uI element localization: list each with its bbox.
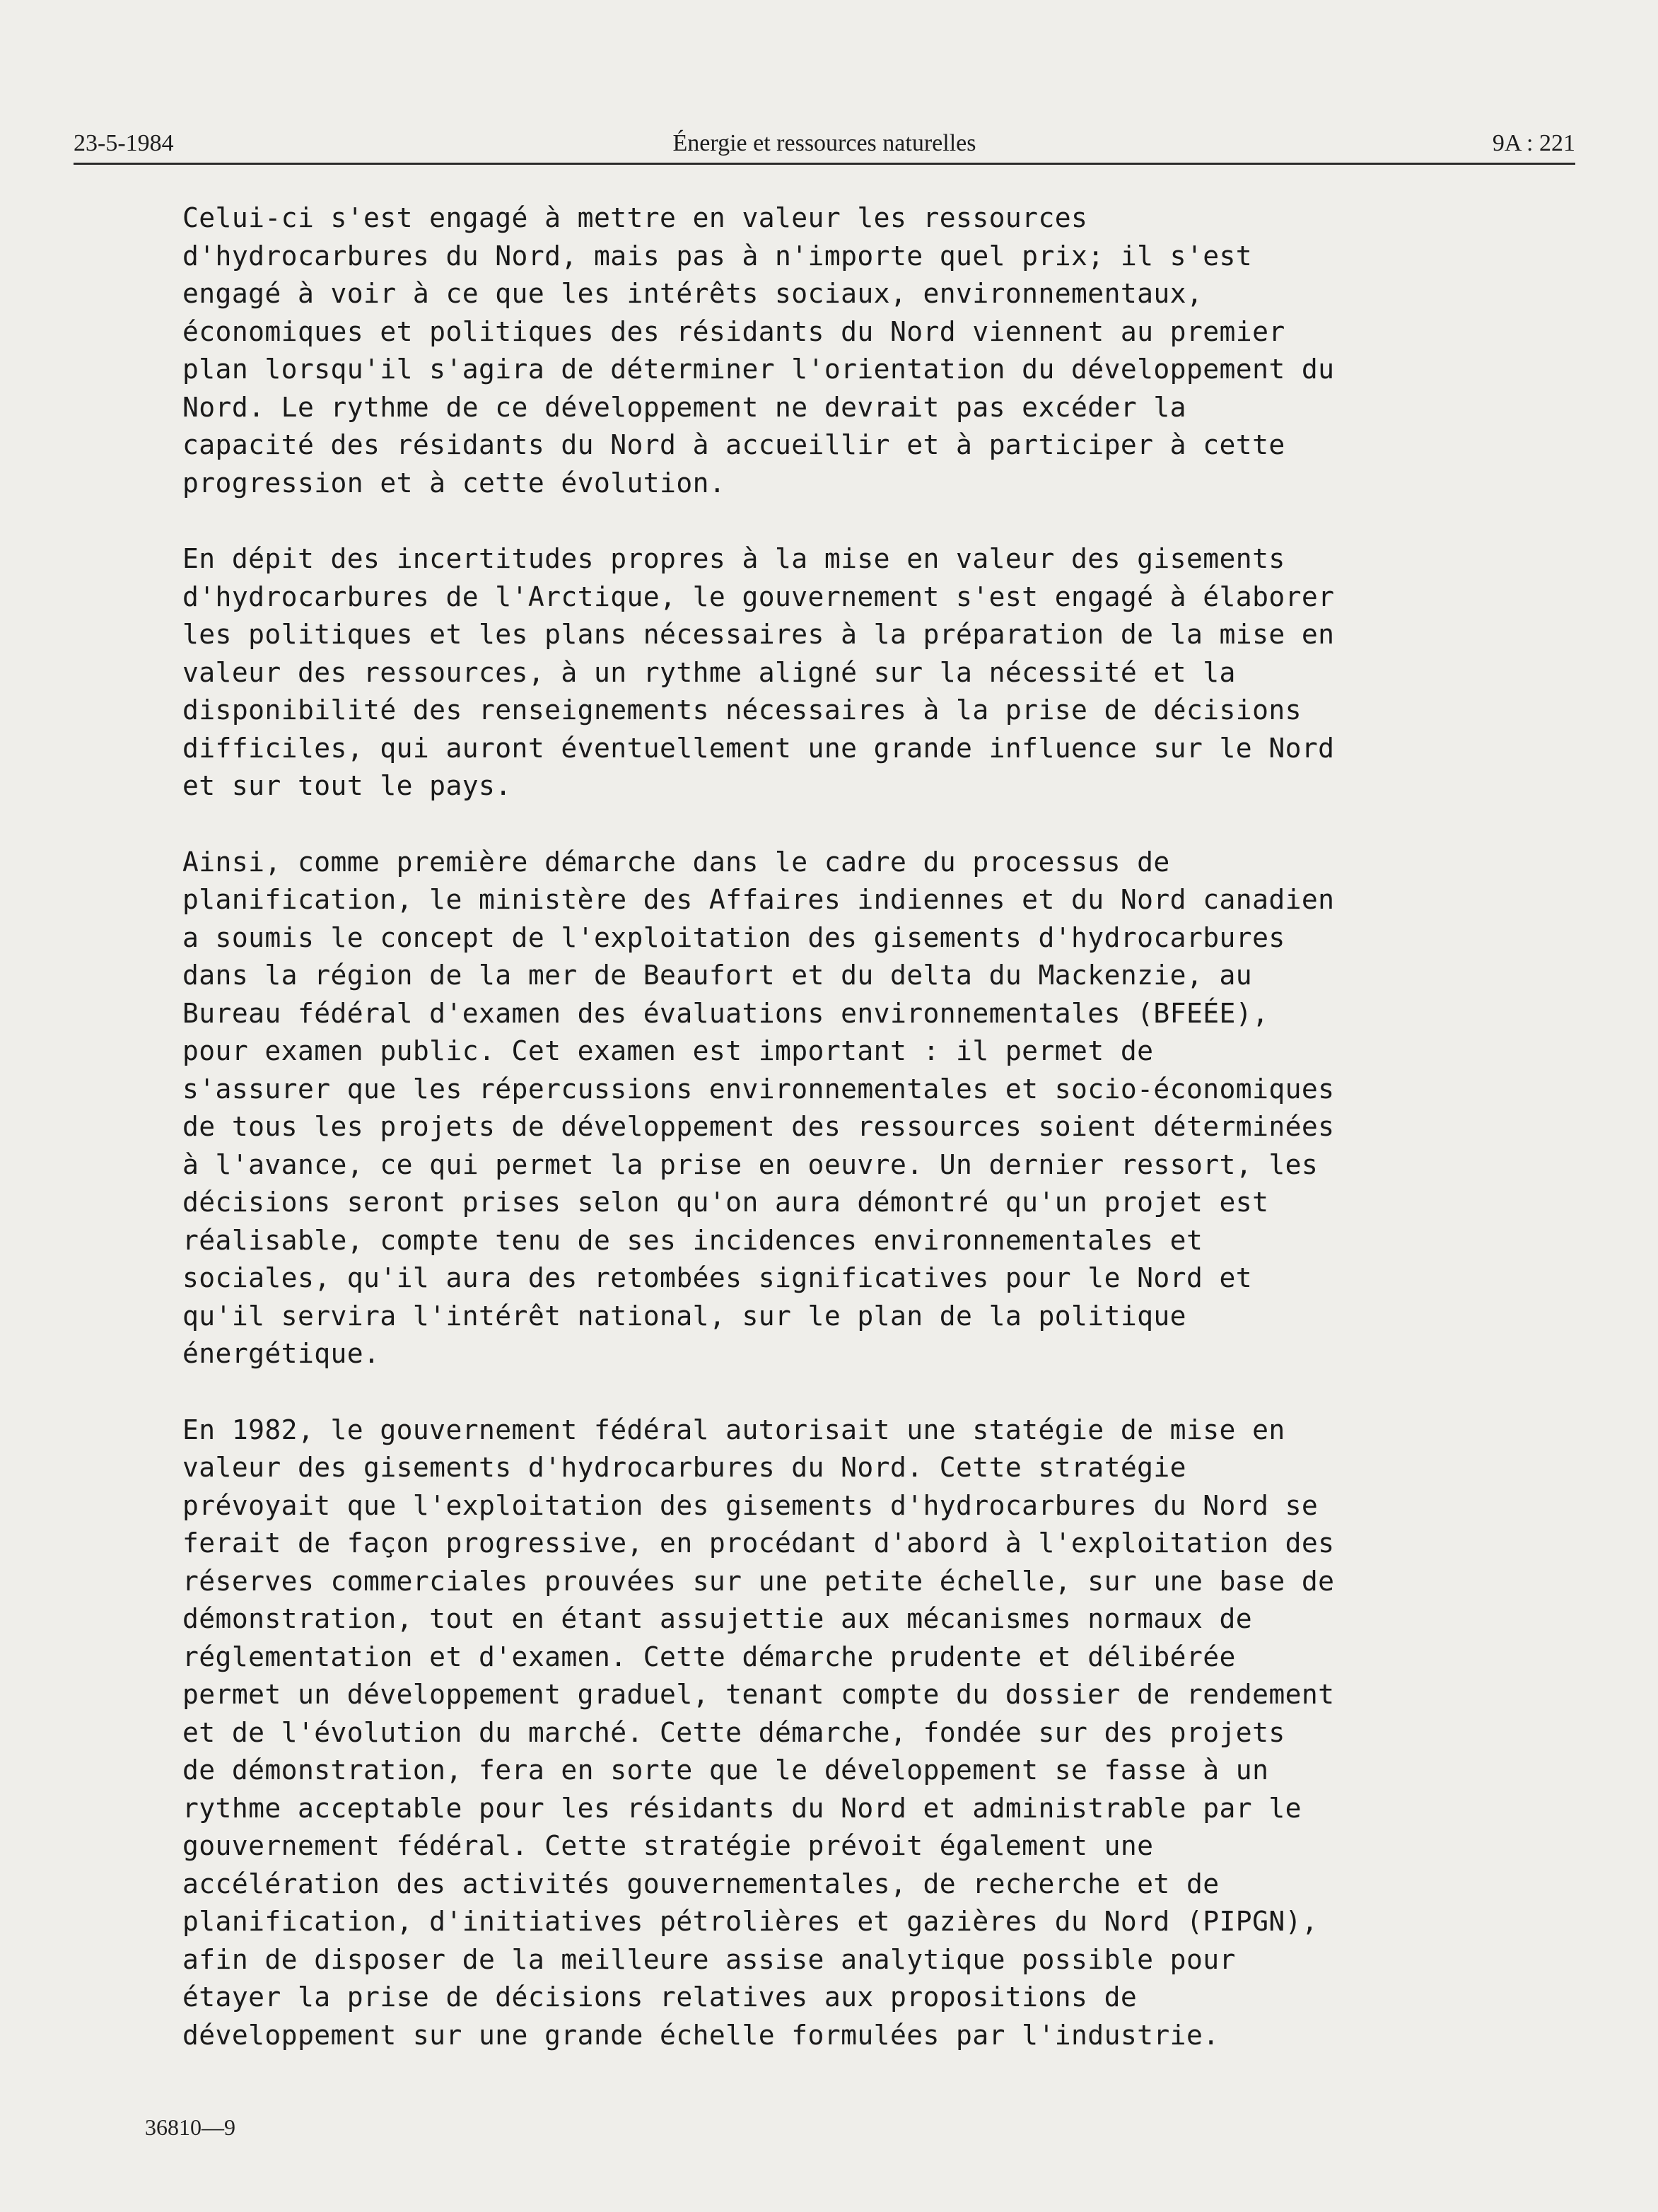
text-line: réserves commerciales prouvées sur une petite échelle, sur une base de	[182, 1565, 1335, 1597]
paragraph-3	[182, 844, 1505, 1373]
text-line: Bureau fédéral d'examen des évaluations environnementales (BFEÉE),	[182, 997, 1269, 1029]
text-line: pour examen public. Cet examen est important : il permet de	[182, 1035, 1154, 1066]
text-line: accélération des activités gouvernementales, de recherche et de	[182, 1868, 1220, 1899]
text-line: prévoyait que l'exploitation des gisements d'hydrocarbures du Nord se	[182, 1489, 1319, 1521]
text-line: gouvernement fédéral. Cette stratégie prévoit également une	[182, 1830, 1154, 1861]
text-line: afin de disposer de la meilleure assise analytique possible pour	[182, 1943, 1236, 1975]
header-date: 23-5-1984	[74, 130, 174, 156]
text-line: Celui-ci s'est engagé à mettre en valeur les ressources	[182, 202, 1088, 233]
text-line: disponibilité des renseignements nécessaires à la prise de décisions	[182, 694, 1302, 726]
text-line: développement sur une grande échelle formulées par l'industrie.	[182, 2019, 1220, 2051]
text-line: dans la région de la mer de Beaufort et du delta du Mackenzie, au	[182, 960, 1253, 991]
paragraph-1	[182, 199, 1505, 502]
text-line: ferait de façon progressive, en procédant d'abord à l'exploitation des	[182, 1527, 1335, 1559]
header-page-number: 9A : 221	[1492, 130, 1575, 156]
text-line: réglementation et d'examen. Cette démarche prudente et délibérée	[182, 1641, 1236, 1672]
page-header	[74, 120, 1575, 165]
text-line: planification, le ministère des Affaires indiennes et du Nord canadien	[182, 884, 1335, 915]
text-line: progression et à cette évolution.	[182, 467, 726, 499]
text-line: capacité des résidants du Nord à accueillir et à participer à cette	[182, 429, 1285, 460]
text-line: et de l'évolution du marché. Cette démarche, fondée sur des projets	[182, 1716, 1285, 1748]
header-title: Énergie et ressources naturelles	[672, 130, 976, 156]
text-line: Ainsi, comme première démarche dans le cadre du processus de	[182, 846, 1170, 878]
text-line: valeur des ressources, à un rythme aligné sur la nécessité et la	[182, 656, 1236, 688]
body-text	[182, 199, 1505, 2092]
text-line: les politiques et les plans nécessaires à la préparation de la mise en	[182, 619, 1335, 650]
text-line: planification, d'initiatives pétrolières et gazières du Nord (PIPGN),	[182, 1906, 1319, 1937]
text-line: qu'il servira l'intérêt national, sur le plan de la politique	[182, 1300, 1186, 1332]
text-line: difficiles, qui auront éventuellement une grande influence sur le Nord	[182, 732, 1335, 764]
text-line: et sur tout le pays.	[182, 770, 512, 801]
paragraph-2	[182, 540, 1505, 805]
text-line: énergétique.	[182, 1338, 380, 1369]
text-line: rythme acceptable pour les résidants du Nord et administrable par le	[182, 1792, 1302, 1824]
text-line: engagé à voir à ce que les intérêts sociaux, environnementaux,	[182, 278, 1203, 309]
text-line: Nord. Le rythme de ce développement ne devrait pas excéder la	[182, 391, 1186, 423]
text-line: a soumis le concept de l'exploitation des gisements d'hydrocarbures	[182, 921, 1285, 953]
text-line: étayer la prise de décisions relatives aux propositions de	[182, 1981, 1138, 2013]
text-line: plan lorsqu'il s'agira de déterminer l'orientation du développement du	[182, 354, 1335, 385]
text-line: En 1982, le gouvernement fédéral autorisait une statégie de mise en	[182, 1414, 1285, 1445]
text-line: d'hydrocarbures de l'Arctique, le gouvernement s'est engagé à élaborer	[182, 581, 1335, 612]
text-line: économiques et politiques des résidants du Nord viennent au premier	[182, 315, 1285, 347]
footer-code: 36810—9	[145, 2114, 235, 2140]
text-line: s'assurer que les répercussions environnementales et socio-économiques	[182, 1073, 1335, 1105]
text-line: En dépit des incertitudes propres à la mise en valeur des gisements	[182, 543, 1285, 574]
text-line: de tous les projets de développement des ressources soient déterminées	[182, 1111, 1335, 1142]
text-line: de démonstration, fera en sorte que le développement se fasse à un	[182, 1754, 1269, 1786]
text-line: à l'avance, ce qui permet la prise en oeuvre. Un dernier ressort, les	[182, 1148, 1319, 1180]
text-line: démonstration, tout en étant assujettie aux mécanismes normaux de	[182, 1603, 1253, 1634]
text-line: d'hydrocarbures du Nord, mais pas à n'importe quel prix; il s'est	[182, 240, 1253, 272]
text-line: permet un développement graduel, tenant compte du dossier de rendement	[182, 1679, 1335, 1710]
text-line: sociales, qu'il aura des retombées significatives pour le Nord et	[182, 1262, 1253, 1293]
text-line: décisions seront prises selon qu'on aura démontré qu'un projet est	[182, 1187, 1269, 1218]
text-line: valeur des gisements d'hydrocarbures du Nord. Cette stratégie	[182, 1452, 1186, 1483]
text-line: réalisable, compte tenu de ses incidences environnementales et	[182, 1224, 1203, 1256]
paragraph-4	[182, 1411, 1505, 2055]
